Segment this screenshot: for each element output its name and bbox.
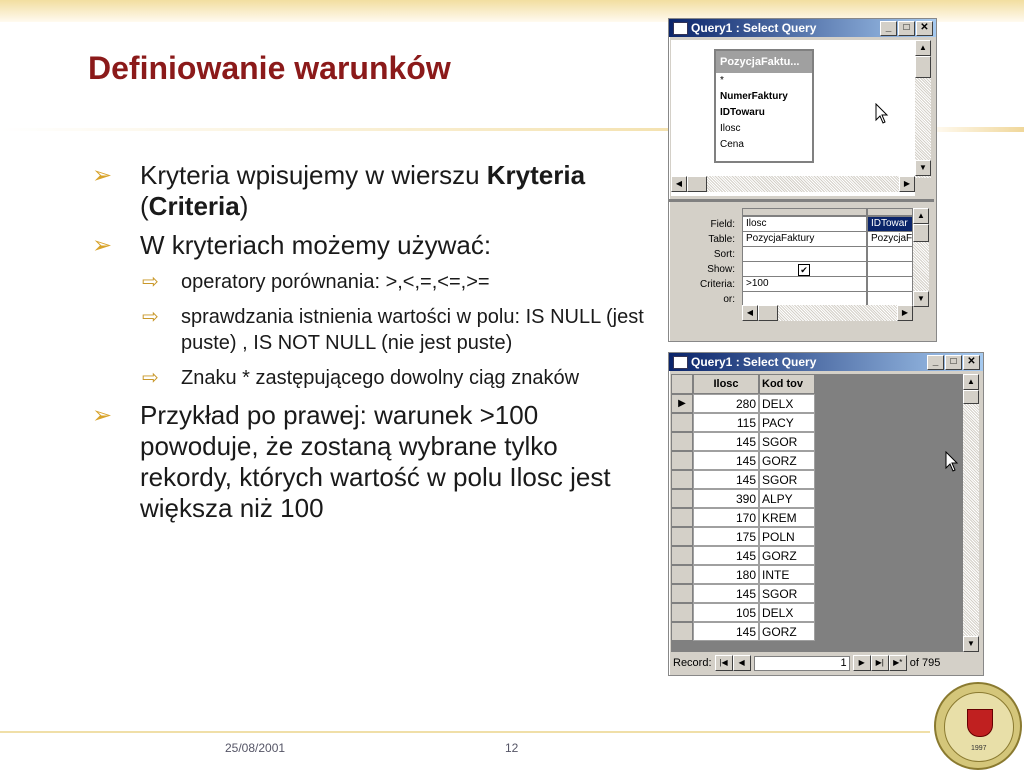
row-label-sort: Sort: — [713, 249, 735, 260]
record-selector[interactable] — [671, 622, 693, 641]
scroll-left-button[interactable]: ◀ — [671, 176, 687, 192]
first-record-button[interactable]: |◀ — [715, 655, 733, 671]
subbullet-null-check — [92, 304, 652, 356]
row-label-or: or: — [723, 294, 735, 305]
column-header-kod-towaru[interactable]: Kod tov — [759, 374, 815, 394]
record-selector[interactable] — [671, 565, 693, 584]
field-item[interactable]: Ilosc — [720, 123, 741, 134]
cell-ilosc[interactable]: 145 — [693, 432, 759, 451]
cell-kod-towaru[interactable]: SGOR — [759, 470, 815, 489]
record-selector[interactable] — [671, 508, 693, 527]
scroll-down-button[interactable]: ▼ — [915, 160, 931, 176]
seal-year: 1997 — [971, 745, 987, 752]
field-item[interactable]: NumerFaktury — [720, 91, 788, 102]
footer-date: 25/08/2001 — [225, 741, 286, 755]
bullet-list — [92, 160, 652, 532]
query-datasheet-window — [668, 352, 984, 676]
bullet-marker: ➢ — [92, 402, 113, 429]
table-row[interactable] — [671, 584, 817, 603]
bullet-paren-open: ( — [140, 191, 149, 221]
bullet-paren-close: ) — [239, 191, 249, 221]
slide-title: Definiowanie warunków — [88, 50, 451, 86]
cell-kod-towaru[interactable]: SGOR — [759, 432, 815, 451]
cell-ilosc[interactable]: 390 — [693, 489, 759, 508]
cell-kod-towaru[interactable]: GORZ — [759, 546, 815, 565]
record-selector[interactable] — [671, 527, 693, 546]
cell-ilosc[interactable]: 180 — [693, 565, 759, 584]
field-item[interactable]: IDTowaru — [720, 107, 765, 118]
record-of-label: of — [909, 657, 919, 669]
grid-cell-sort[interactable] — [867, 246, 913, 262]
corner-selector[interactable] — [671, 374, 693, 394]
table-row[interactable] — [671, 546, 817, 565]
scroll-right-button[interactable]: ▶ — [897, 305, 913, 321]
subbullet-text: Znaku * zastępującego dowolny ciąg znaków — [181, 367, 580, 389]
record-label: Record: — [673, 657, 712, 669]
minimize-button[interactable]: _ — [927, 355, 944, 370]
bullet-marker: ➢ — [92, 232, 113, 259]
scroll-thumb[interactable] — [687, 176, 707, 192]
query-icon — [673, 356, 688, 369]
subbullet-operators — [92, 269, 652, 295]
record-selector[interactable] — [671, 432, 693, 451]
grid-cell-sort[interactable] — [742, 246, 867, 262]
minimize-button[interactable]: _ — [880, 21, 897, 36]
cell-kod-towaru[interactable]: GORZ — [759, 451, 815, 470]
bullet-criteria — [92, 160, 652, 222]
table-row[interactable] — [671, 470, 817, 489]
grid-cell-field[interactable]: IDTowar — [867, 216, 913, 232]
scroll-up-button[interactable]: ▲ — [915, 40, 931, 56]
subbullet-marker: ⇨ — [142, 367, 159, 389]
cell-ilosc[interactable]: 145 — [693, 584, 759, 603]
cell-ilosc[interactable]: 145 — [693, 470, 759, 489]
prev-record-button[interactable]: ◀ — [733, 655, 751, 671]
table-box-pozycjafaktury[interactable] — [714, 49, 814, 163]
bullet-text: Przykład po prawej: warunek >100 powoduje, że zostaną wybrane tylko rekordy, których wartość w polu Ilosc jest większa niż 100 — [140, 400, 611, 523]
grid-cell-table[interactable]: PozycjaF — [867, 231, 913, 247]
bullet-text: W kryteriach możemy używać: — [140, 230, 492, 260]
table-pane-hscroll[interactable] — [671, 176, 915, 192]
grid-cell-show[interactable] — [742, 261, 867, 277]
mouse-cursor-icon — [945, 451, 959, 473]
record-number-input[interactable]: 1 — [754, 656, 850, 671]
table-row[interactable] — [671, 508, 817, 527]
cell-kod-towaru[interactable]: KREM — [759, 508, 815, 527]
table-row[interactable] — [671, 565, 817, 584]
row-label-show: Show: — [707, 264, 735, 275]
cell-ilosc[interactable]: 280 — [693, 394, 759, 413]
grid-col-selector[interactable] — [742, 208, 867, 216]
scroll-left-button[interactable]: ◀ — [742, 305, 758, 321]
title-bar — [669, 19, 936, 37]
cell-ilosc[interactable]: 145 — [693, 546, 759, 565]
grid-cell-field[interactable]: Ilosc — [742, 216, 867, 232]
field-item[interactable]: Cena — [720, 139, 744, 150]
cell-kod-towaru[interactable]: SGOR — [759, 584, 815, 603]
next-record-button[interactable]: ▶ — [853, 655, 871, 671]
query-design-window — [668, 18, 937, 342]
seal-inner — [944, 692, 1014, 762]
scroll-down-button[interactable]: ▼ — [913, 291, 929, 307]
datasheet-rows — [671, 394, 817, 652]
grid-cell-criteria[interactable]: >100 — [742, 276, 867, 292]
last-record-button[interactable]: ▶| — [871, 655, 889, 671]
grid-cell-show[interactable] — [867, 261, 913, 277]
bullet-usage — [92, 230, 652, 261]
datasheet-vscroll[interactable] — [963, 374, 979, 652]
record-selector[interactable] — [671, 413, 693, 432]
field-item[interactable]: * — [720, 75, 724, 86]
bullet-example — [92, 400, 652, 524]
subbullet-marker: ⇨ — [142, 306, 159, 328]
title-bar — [669, 353, 983, 371]
cell-ilosc[interactable]: 145 — [693, 451, 759, 470]
right-divider — [935, 127, 1024, 132]
cell-kod-towaru[interactable]: ALPY — [759, 489, 815, 508]
scroll-right-button[interactable]: ▶ — [899, 176, 915, 192]
row-label-criteria: Criteria: — [699, 279, 735, 290]
cell-ilosc[interactable]: 115 — [693, 413, 759, 432]
record-selector[interactable] — [671, 603, 693, 622]
record-total: 795 — [922, 657, 941, 669]
row-label-table: Table: — [708, 234, 735, 245]
bullet-marker: ➢ — [92, 162, 113, 189]
table-row[interactable] — [671, 451, 817, 470]
current-record-selector[interactable]: ▶ — [671, 394, 693, 413]
university-seal-logo — [934, 682, 1022, 770]
window-title: Query1 : Select Query — [691, 355, 817, 369]
close-button[interactable]: ✕ — [916, 21, 933, 36]
footer-line — [0, 731, 930, 733]
page-number: 12 — [505, 741, 519, 755]
window-title: Query1 : Select Query — [691, 21, 817, 35]
record-selector[interactable] — [671, 470, 693, 489]
scroll-down-button[interactable]: ▼ — [963, 636, 979, 652]
scroll-thumb[interactable] — [913, 224, 929, 242]
cell-kod-towaru[interactable]: GORZ — [759, 622, 815, 641]
table-box-title: PozycjaFaktu... — [716, 51, 812, 73]
record-selector[interactable] — [671, 584, 693, 603]
bullet-bold-criteria: Criteria — [148, 191, 240, 221]
table-row[interactable] — [671, 603, 817, 622]
grid-cell-table[interactable]: PozycjaFaktury — [742, 231, 867, 247]
record-selector[interactable] — [671, 489, 693, 508]
seal-shield — [967, 709, 993, 737]
table-row[interactable] — [671, 432, 817, 451]
column-header-ilosc[interactable]: Ilosc — [693, 374, 759, 394]
cell-kod-towaru[interactable]: DELX — [759, 394, 815, 413]
bullet-text: Kryteria wpisujemy w wierszu — [140, 160, 487, 190]
subbullet-marker: ⇨ — [142, 271, 159, 293]
mouse-cursor-icon — [875, 103, 889, 125]
cell-ilosc[interactable]: 145 — [693, 622, 759, 641]
cell-kod-towaru[interactable]: POLN — [759, 527, 815, 546]
bullet-bold-kryteria: Kryteria — [486, 160, 586, 190]
subbullet-text: sprawdzania istnienia wartości w polu: IS NULL (jest puste) , IS NOT NULL (nie jest puste) — [181, 306, 644, 354]
query-icon — [673, 22, 688, 35]
table-row[interactable] — [671, 622, 817, 641]
record-selector[interactable] — [671, 546, 693, 565]
close-button[interactable]: ✕ — [963, 355, 980, 370]
table-row[interactable] — [671, 527, 817, 546]
cell-ilosc[interactable]: 175 — [693, 527, 759, 546]
maximize-button[interactable]: □ — [945, 355, 962, 370]
table-row[interactable] — [671, 394, 817, 413]
cell-ilosc[interactable]: 170 — [693, 508, 759, 527]
table-row[interactable] — [671, 413, 817, 432]
scroll-up-button[interactable]: ▲ — [913, 208, 929, 224]
cell-kod-towaru[interactable]: DELX — [759, 603, 815, 622]
cell-ilosc[interactable]: 105 — [693, 603, 759, 622]
grid-col-selector[interactable] — [867, 208, 913, 216]
show-checkbox[interactable]: ✔ — [798, 264, 810, 276]
maximize-button[interactable]: □ — [898, 21, 915, 36]
scroll-thumb[interactable] — [963, 390, 979, 404]
scroll-up-button[interactable]: ▲ — [963, 374, 979, 390]
title-underline — [0, 128, 668, 131]
scroll-thumb[interactable] — [758, 305, 778, 321]
pane-splitter[interactable] — [669, 199, 934, 202]
cell-kod-towaru[interactable]: INTE — [759, 565, 815, 584]
row-label-field: Field: — [710, 219, 735, 230]
new-record-button[interactable]: ▶* — [889, 655, 907, 671]
record-navigator — [673, 655, 963, 671]
grid-cell-criteria[interactable] — [867, 276, 913, 292]
scroll-thumb[interactable] — [915, 56, 931, 78]
subbullet-wildcard — [92, 365, 652, 391]
subbullet-text: operatory porównania: >,<,=,<=,>= — [181, 271, 490, 293]
cell-kod-towaru[interactable]: PACY — [759, 413, 815, 432]
record-selector[interactable] — [671, 451, 693, 470]
table-row[interactable] — [671, 489, 817, 508]
